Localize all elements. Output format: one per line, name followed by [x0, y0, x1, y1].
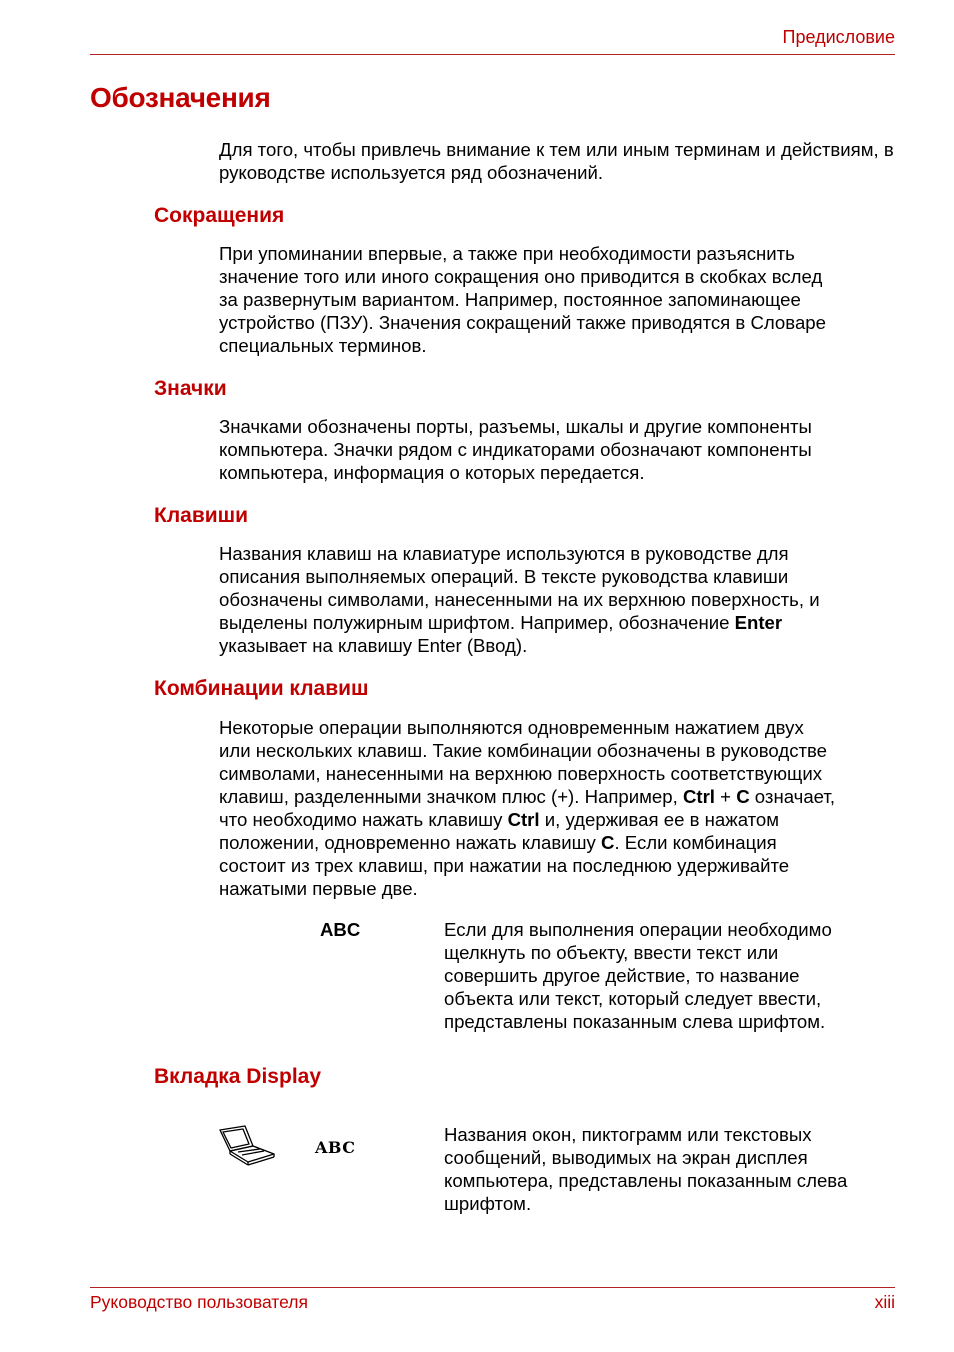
- keys-paragraph: Названия клавиш на клавиатуре используются в руководстве для описания выполняемых операций. В тексте руководства клавиши обозначены символами, нанесенными на их верхнюю поверхность, и выделены полужирным шрифтом. Например, обозначение Enter указывает на клавишу Enter (Ввод).: [219, 543, 820, 656]
- section-title-display-tab: Вкладка Display: [154, 1065, 322, 1088]
- key-enter: Enter: [734, 612, 783, 633]
- page-number: xiii: [874, 1292, 895, 1312]
- laptop-icon: [218, 1124, 278, 1166]
- footer-manual-title: Руководство пользователя: [90, 1292, 308, 1312]
- display-font-example: ABC: [315, 1138, 356, 1157]
- abc-example-description: Если для выполнения операции необходимо щелкнуть по объекту, ввести текст или совершить другое действие, то название объекта или текст, который следует ввести, представлены показанным слева шрифтом.: [444, 919, 832, 1032]
- display-tab-description: Названия окон, пиктограмм или текстовых сообщений, выводимых на экран дисплея компьютера, представлены показанным слева шрифтом.: [444, 1124, 848, 1214]
- intro-paragraph: Для того, чтобы привлечь внимание к тем или иным терминам и действиям, в руководстве используется ряд обозначений.: [219, 139, 894, 183]
- footer-rule: [90, 1287, 895, 1288]
- page-title: Обозначения: [90, 82, 271, 113]
- header-rule: [90, 54, 895, 55]
- abc-bold-example: ABC: [320, 919, 361, 940]
- key-combos-paragraph: Некоторые операции выполняются одновременным нажатием двух или нескольких клавиш. Такие комбинации обозначены в руководстве символами, нанесенными на верхнюю поверхность соответствующих клавиш, разделенными значком плюс (+). Например, Ctrl + C означает, что необходимо нажать клавишу Ctrl и, удерживая ее в нажатом положении, одновременно нажать клавишу C. Если комбинация состоит из трех клавиш, при нажатии на последнюю удерживайте нажатыми первые две.: [219, 717, 836, 899]
- section-title-keys: Клавиши: [154, 504, 249, 527]
- section-title-icons: Значки: [154, 377, 227, 400]
- icons-paragraph: Значками обозначены порты, разъемы, шкалы и другие компоненты компьютера. Значки рядом с индикаторами обозначают компоненты компьютера, информация о которых передается.: [219, 416, 812, 483]
- running-header: Предисловие: [782, 27, 895, 47]
- section-title-abbreviations: Сокращения: [154, 204, 285, 227]
- section-title-key-combos: Комбинации клавиш: [154, 677, 369, 700]
- abbreviations-paragraph: При упоминании впервые, а также при необходимости разъяснить значение того или иного сокращения оно приводится в скобках вслед за развернутым вариантом. Например, постоянное запоминающее устройство (ПЗУ). Значения сокращений также приводятся в Словаре специальных терминов.: [219, 243, 826, 356]
